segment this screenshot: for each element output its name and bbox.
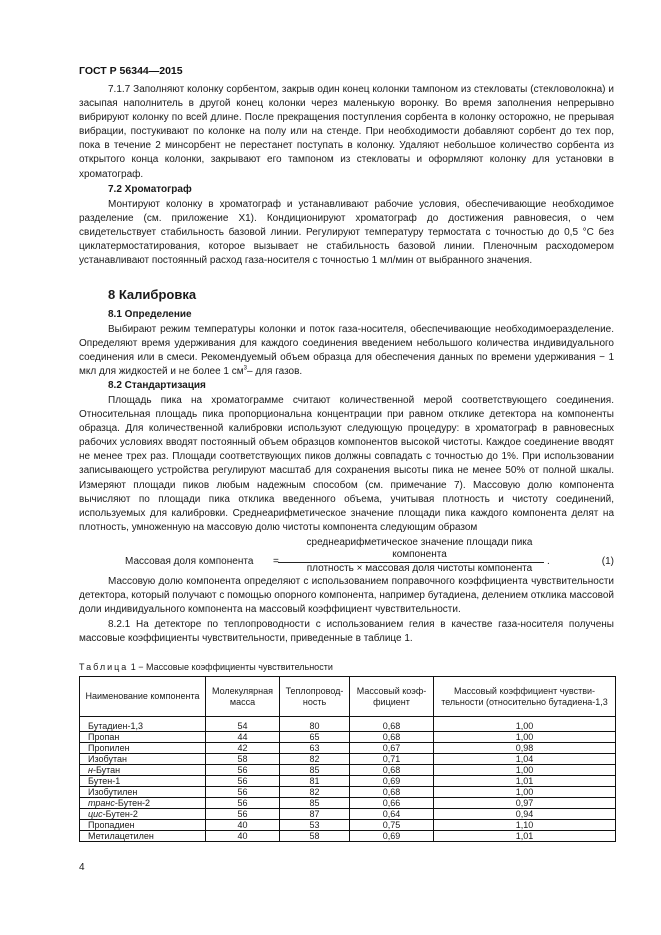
paragraph-text: Площадь пика на хроматограмме считают количественной мерой соответствующего соединения. Относительная площадь пика пропорциональна концентрации при равном отклике детектора на компоненты образца. Для количественной калибровки используют следующую процедуру: в хроматограф в равновесных рабочих условиях вводят постоянный объем образцов компонентов высокой чистоты. Каждое соединение вводят не менее трех раз. Площади соответствующих пиков должны совпадать с точностью до 1%. При использовании записывающего устройства регулируют масштаб для сохранения высоты пика не менее 50% от полной шкалы. Измеряют площади пиков любым надежным способом (см. примечание 7). Массовую долю компонента вычисляют по площади пика отклика введенного объема, учитывая плотность и чистоту соединений, используемых для калибровки. Среднеарифметическое значение площади пика каждого компонента делят на плотность, умноженную на массовую долю чистоты компонента следующим образом xyxy=(79,395,614,533)
formula-denominator: плотность × массовая доля чистоты компонента xyxy=(306,563,533,574)
cell-relative-sensitivity: 1,00 xyxy=(434,765,616,776)
col-header-relative-sensitivity: Массовый коэффициент чувстви-тельности (относительно бутадиена-1,3 xyxy=(434,677,616,717)
cell-molecular-mass: 56 xyxy=(206,765,280,776)
table-row xyxy=(80,798,616,809)
cell-mass-coefficient: 0,68 xyxy=(350,721,434,732)
table-row xyxy=(80,787,616,798)
name-prefix: н xyxy=(88,765,93,775)
cell-mass-coefficient: 0,66 xyxy=(350,798,434,809)
cell-molecular-mass: 58 xyxy=(206,754,280,765)
document-header: ГОСТ Р 56344—2015 xyxy=(79,65,183,77)
col-header-molecular-mass: Молекулярная масса xyxy=(206,677,280,717)
name-prefix: транс xyxy=(88,798,115,808)
cell-thermal-conductivity: 80 xyxy=(280,721,350,732)
name-text: Пропилен xyxy=(88,743,130,753)
table-row xyxy=(80,754,616,765)
cell-thermal-conductivity: 82 xyxy=(280,787,350,798)
cell-component-name xyxy=(80,798,206,809)
table-row xyxy=(80,809,616,820)
cell-thermal-conductivity: 85 xyxy=(280,798,350,809)
cell-relative-sensitivity: 0,98 xyxy=(434,743,616,754)
cell-mass-coefficient: 0,68 xyxy=(350,765,434,776)
col-header-mass-coefficient: Массовый коэф-фициент xyxy=(350,677,434,717)
heading-7-2: 7.2 Хроматограф xyxy=(108,184,192,195)
caption-label: Таблица xyxy=(79,662,129,672)
superscript: 3 xyxy=(243,365,247,372)
cell-thermal-conductivity: 87 xyxy=(280,809,350,820)
paragraph-8-2 xyxy=(79,394,614,535)
cell-component-name xyxy=(80,765,206,776)
name-text: Изобутилен xyxy=(88,787,138,797)
cell-relative-sensitivity: 1,01 xyxy=(434,831,616,842)
paragraph-7-1-7 xyxy=(79,83,614,182)
cell-component-name xyxy=(80,732,206,743)
cell-relative-sensitivity: 1,01 xyxy=(434,776,616,787)
heading-8-2: 8.2 Стандартизация xyxy=(108,380,206,391)
name-text: Пропан xyxy=(88,732,120,742)
formula-trailing: . xyxy=(547,556,550,567)
table-row xyxy=(80,776,616,787)
paragraph-7-2 xyxy=(79,198,614,268)
cell-relative-sensitivity: 0,94 xyxy=(434,809,616,820)
table-row xyxy=(80,743,616,754)
name-text: Бутадиен-1,3 xyxy=(88,721,143,731)
formula-numerator-line2: компонента xyxy=(392,549,447,560)
name-text: -Бутен-2 xyxy=(102,809,138,819)
paragraph-8-1 xyxy=(79,323,614,379)
cell-molecular-mass: 56 xyxy=(206,776,280,787)
heading-8: 8 Калибровка xyxy=(108,287,197,302)
name-text: Бутен-1 xyxy=(88,776,121,786)
formula-1 xyxy=(79,537,614,575)
cell-molecular-mass: 44 xyxy=(206,732,280,743)
formula-numerator-line1: среднеарифметическое значение площади пика xyxy=(306,537,533,548)
cell-relative-sensitivity: 1,04 xyxy=(434,754,616,765)
cell-component-name xyxy=(80,776,206,787)
formula-equals: = xyxy=(273,556,279,567)
cell-component-name xyxy=(80,754,206,765)
cell-thermal-conductivity: 81 xyxy=(280,776,350,787)
cell-thermal-conductivity: 82 xyxy=(280,754,350,765)
formula-number: (1) xyxy=(601,556,614,567)
cell-component-name xyxy=(80,831,206,842)
cell-relative-sensitivity: 1,00 xyxy=(434,721,616,732)
paragraph-text xyxy=(79,323,614,379)
cell-mass-coefficient: 0,67 xyxy=(350,743,434,754)
table-row xyxy=(80,820,616,831)
name-prefix: цис xyxy=(88,809,103,819)
table-caption xyxy=(79,662,333,672)
cell-molecular-mass: 56 xyxy=(206,809,280,820)
cell-component-name xyxy=(80,809,206,820)
table-row xyxy=(80,721,616,732)
cell-thermal-conductivity: 85 xyxy=(280,765,350,776)
cell-relative-sensitivity: 1,10 xyxy=(434,820,616,831)
cell-relative-sensitivity: 1,00 xyxy=(434,732,616,743)
cell-mass-coefficient: 0,68 xyxy=(350,732,434,743)
cell-mass-coefficient: 0,75 xyxy=(350,820,434,831)
table-row xyxy=(80,831,616,842)
cell-thermal-conductivity: 53 xyxy=(280,820,350,831)
cell-component-name xyxy=(80,787,206,798)
col-header-thermal-conductivity: Теплопровод-ность xyxy=(280,677,350,717)
cell-component-name xyxy=(80,743,206,754)
paragraph-text: Массовую долю компонента определяют с использованием поправочного коэффициента чувствительности детектора, который получают с помощью опорного компонента, например бутадиена, делением отклика массовой доли индивидуального компонента на массовый коэффициент чувствительности. xyxy=(79,576,614,616)
caption-text: 1 − Массовые коэффициенты чувствительности xyxy=(128,662,333,672)
cell-molecular-mass: 40 xyxy=(206,831,280,842)
page-number: 4 xyxy=(79,862,85,873)
cell-molecular-mass: 56 xyxy=(206,787,280,798)
paragraph-8-2-1: 8.2.1 На детекторе по теплопроводности с использованием гелия в качестве газа-носителя получены массовые коэффициенты чувствительности, приведенные в таблице 1. xyxy=(79,619,614,645)
cell-component-name xyxy=(80,721,206,732)
text-part: – для газов. xyxy=(246,366,303,378)
cell-molecular-mass: 54 xyxy=(206,721,280,732)
paragraph-text: Монтируют колонку в хроматограф и устанавливают рабочие условия, обеспечивающие необходимое разделение (см. приложение Х1). Кондиционируют хроматограф до достижения равновесия, о чем свидетельствует стабильность базовой линии. Регулируют температуру термостата с точностью до 0,5 °С без циклатермостатирования, которое вызывает не стабильность базовой линии. Пленочным расходомером устанавливают постоянный расход газа-носителя с точностью 1 мл/мин от выбранного значения. xyxy=(79,199,614,267)
cell-component-name xyxy=(80,820,206,831)
cell-mass-coefficient: 0,71 xyxy=(350,754,434,765)
text-part: Выбирают режим температуры колонки и поток газа-носителя, обеспечивающие необходимоеразделение. Определяют время удерживания для каждого соединения введением небольшого количества индивидуального соединения или в смеси. Рекомендуемый объем образца для обеспечения данных по времени удерживания − 1 мкл для жидкостей и не более 1 см xyxy=(79,324,614,378)
cell-molecular-mass: 42 xyxy=(206,743,280,754)
cell-molecular-mass: 40 xyxy=(206,820,280,831)
name-text: Пропадиен xyxy=(88,820,135,830)
table-row xyxy=(80,765,616,776)
cell-thermal-conductivity: 63 xyxy=(280,743,350,754)
cell-mass-coefficient: 0,68 xyxy=(350,787,434,798)
col-header-name: Наименование компонента xyxy=(80,677,206,717)
heading-8-1: 8.1 Определение xyxy=(108,309,192,320)
name-text: Метилацетилен xyxy=(88,831,154,841)
cell-mass-coefficient: 0,69 xyxy=(350,776,434,787)
cell-molecular-mass: 56 xyxy=(206,798,280,809)
paragraph-text: 7.1.7 Заполняют колонку сорбентом, закрыв один конец колонки тампоном из стекловаты (стекловолокна) и засыпая наполнитель в другой конец колонки через маленькую воронку. Во время заполнения непрерывно вибрируют колонку по всей длине. После прекращения поступления сорбента в колонку осторожно, не прерывая вибрации, постукивают по колонке на полу или на стенде. При необходимости добавляют сорбент до тех пор, пока в течение 2 минсорбент не перестанет поступать в колонку. Удаляют небольшое количество сорбента из открытого конца колонки, закрывают его тампоном из стекловаты и оформляют колонку для установки в хроматограф. xyxy=(79,84,614,180)
cell-mass-coefficient: 0,69 xyxy=(350,831,434,842)
table-row xyxy=(80,732,616,743)
cell-thermal-conductivity: 58 xyxy=(280,831,350,842)
name-text: Изобутан xyxy=(88,754,127,764)
cell-mass-coefficient: 0,64 xyxy=(350,809,434,820)
formula-lhs: Массовая доля компонента xyxy=(125,556,254,567)
paragraph-8-2-after xyxy=(79,575,614,646)
cell-thermal-conductivity: 65 xyxy=(280,732,350,743)
sensitivity-table xyxy=(79,676,616,842)
cell-relative-sensitivity: 1,00 xyxy=(434,787,616,798)
table-header-row xyxy=(80,677,616,717)
cell-relative-sensitivity: 0,97 xyxy=(434,798,616,809)
name-text: -Бутан xyxy=(92,765,121,775)
name-text: -Бутен-2 xyxy=(114,798,151,808)
